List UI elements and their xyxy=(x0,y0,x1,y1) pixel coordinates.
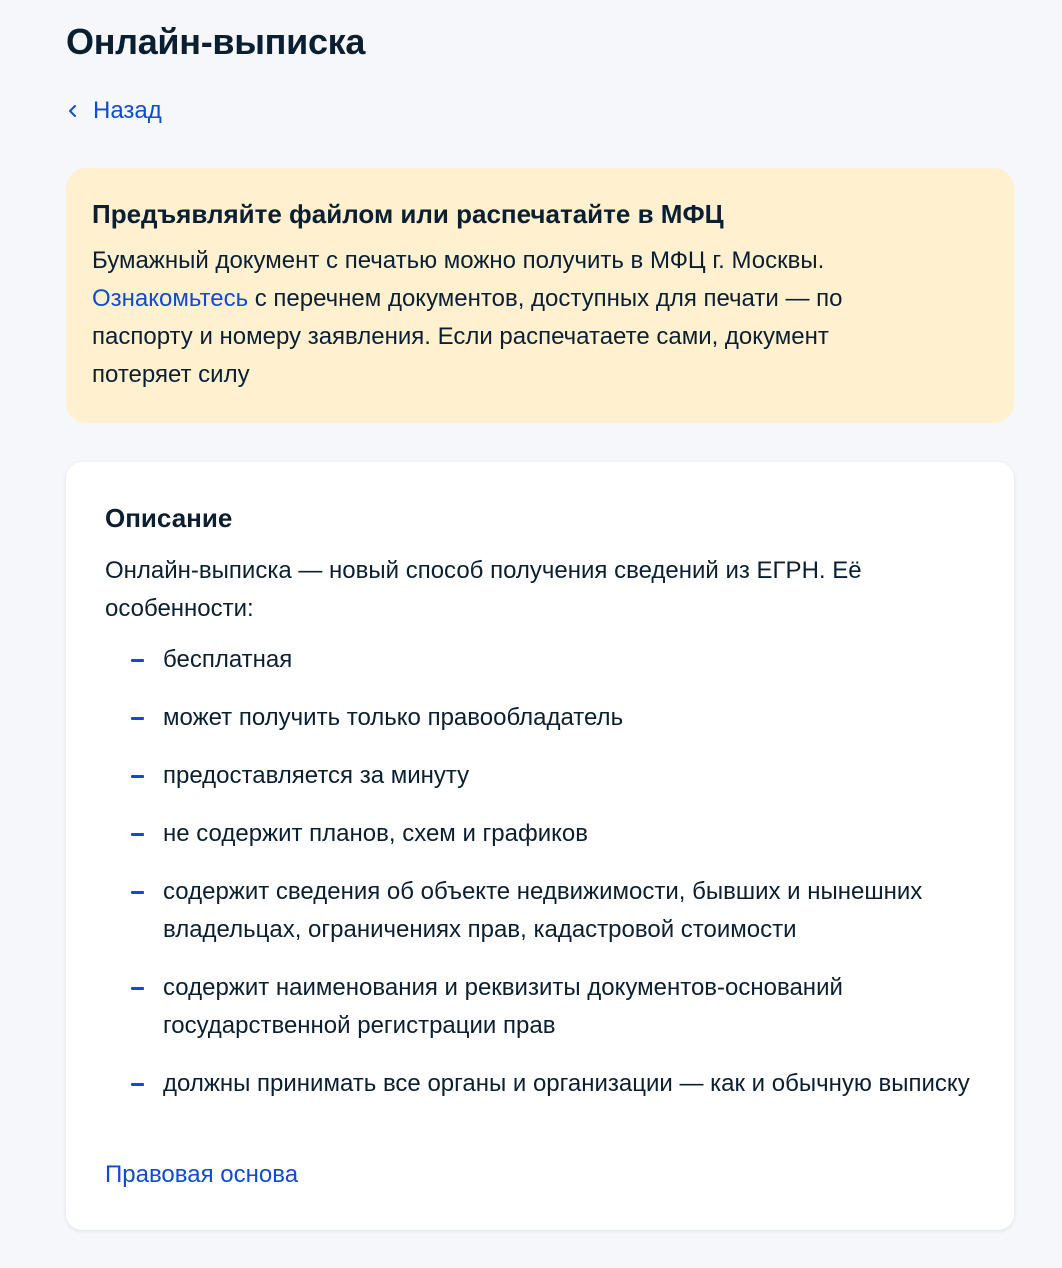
list-item: предоставляется за минуту xyxy=(105,757,975,795)
list-item: содержит наименования и реквизиты документов-оснований государственной регистрации прав xyxy=(105,969,975,1045)
back-link[interactable] xyxy=(66,95,162,127)
notice-text xyxy=(92,242,922,394)
dash-bullet-icon xyxy=(131,833,144,836)
back-link-label: Назад xyxy=(93,97,162,124)
list-item: бесплатная xyxy=(105,641,975,679)
list-item: содержит сведения об объекте недвижимости, бывших и нынешних владельцах, ограничениях прав, кадастровой стоимости xyxy=(105,873,975,949)
chevron-left-icon xyxy=(66,104,80,118)
list-item: может получить только правообладатель xyxy=(105,699,975,737)
notice-line-2: с перечнем документов, доступных для печати — по паспорту и номеру заявления. Если распечатаете сами, документ потеряет силу xyxy=(92,285,843,388)
description-intro: Онлайн-выписка — новый способ получения сведений из ЕГРН. Её особенности: xyxy=(105,557,862,622)
dash-bullet-icon xyxy=(131,1083,144,1086)
description-title: Описание xyxy=(105,503,233,533)
notice-title: Предъявляйте файлом или распечатайте в МФЦ xyxy=(92,199,724,229)
page-title: Онлайн-выписка xyxy=(66,21,366,62)
list-item: должны принимать все органы и организации — как и обычную выписку xyxy=(105,1065,975,1103)
dash-bullet-icon xyxy=(131,891,144,894)
dash-bullet-icon xyxy=(131,717,144,720)
notice-line-1: Бумажный документ с печатью можно получить в МФЦ г. Москвы. xyxy=(92,247,825,274)
dash-bullet-icon xyxy=(131,659,144,662)
dash-bullet-icon xyxy=(131,775,144,778)
description-card xyxy=(66,462,1014,1230)
documents-list-link[interactable]: Ознакомьтесь xyxy=(92,285,249,312)
list-item: не содержит планов, схем и графиков xyxy=(105,815,975,853)
print-notice xyxy=(66,168,1014,423)
features-list xyxy=(105,641,975,1103)
legal-basis-link[interactable]: Правовая основа xyxy=(105,1161,299,1188)
dash-bullet-icon xyxy=(131,987,144,990)
